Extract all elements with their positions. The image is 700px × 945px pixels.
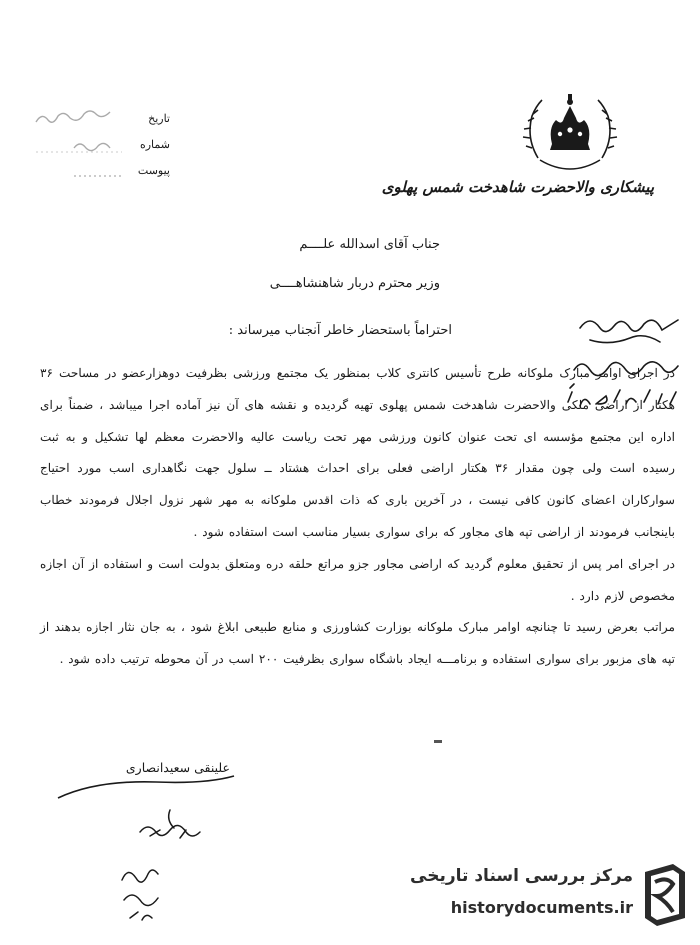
letterhead-office: پیشکاری والاحضرت شاهدخت شمس پهلوی xyxy=(381,178,654,196)
reference-date-label: تاریخ xyxy=(148,112,170,125)
addressee-name: جناب آقای اسدالله علــــم xyxy=(299,237,440,252)
body-paragraph-2: در اجرای امر پس از تحقیق معلوم گردید که اراضی مجاور جزو مراتع حلقه دره ومتعلق بدولت است و استفاده از آن اجازه مخصوص لازم دارد . xyxy=(40,556,675,603)
handwritten-signature xyxy=(110,800,230,930)
watermark-title: مرکز بررسی اسناد تاریخی xyxy=(410,866,633,886)
reference-date-line xyxy=(30,108,170,134)
reference-attachment-line xyxy=(30,160,170,186)
crown-emblem-icon xyxy=(518,88,622,180)
reference-block xyxy=(30,108,170,186)
salutation: احتراماً باستحضار خاطر آنجناب میرساند : xyxy=(228,323,452,338)
reference-number-label: شماره xyxy=(139,138,170,151)
watermark xyxy=(410,858,691,938)
reference-attachment-label: پیوست xyxy=(137,164,170,177)
body-paragraph-3: مراتب بعرض رسید تا چنانچه اوامر مبارک ملوکانه بوزارت کشاورزی و منابع طبیعی ابلاغ شود ، به جان نثار اجازه بدهند از تپه های مزبور برای سواری استفاده و برنامـــه ایجاد باشگاه سواری بظرفیت ۲۰۰ اسب در آن محوطه ترتیب داده شود . xyxy=(40,620,675,667)
stamp-scribble-icon xyxy=(34,136,124,154)
signature-stroke-icon xyxy=(56,772,236,802)
addressee-title: وزیر محترم دربار شاهنشاهــــی xyxy=(269,276,440,291)
reference-number-line xyxy=(30,134,170,160)
dotted-line-icon xyxy=(34,162,124,180)
stamp-scribble-icon xyxy=(34,110,124,128)
letter-body xyxy=(40,358,675,676)
ink-mark-icon xyxy=(434,740,442,744)
watermark-url: historydocuments.ir xyxy=(450,898,633,917)
body-paragraph-1: در اجرای اوامر مبارک ملوکانه طرح تأسیس کانتری کلاب بمنظور یک مجتمع ورزشی بظرفیت دوهزارعضو در مساحت ۳۶ هکتار از اراضی ملکی والاحضرت شاهدخت شمس پهلوی تهیه گردیده و نقشه های آن نیز آماده اجرا میباشد ، ضمناً برای اداره این مجتمع مؤسسه ای تحت عنوان کانون ورزشی مهر تحت ریاست عالیه والاحضرت معظم لها تشکیل و به ثبت رسیده است ولی چون مقدار ۳۶ هکتار اراضی فعلی برای احداث هشتاد ــ سلول جهت نگاهداری اسب مورد احتیاج سوارکاران اعضای کانون کافی نیست ، در آخرین باری که ذات اقدس ملوکانه به مهر شهر نزول اجلال فرمودند خطاب باینجانب فرمودند از اراضی تپه های مجاور که برای سواری بسیار مناسب است استفاده شود . xyxy=(40,366,675,539)
archive-logo-icon xyxy=(639,862,691,928)
signer-name: علینقی سعیدانصاری xyxy=(125,760,230,775)
